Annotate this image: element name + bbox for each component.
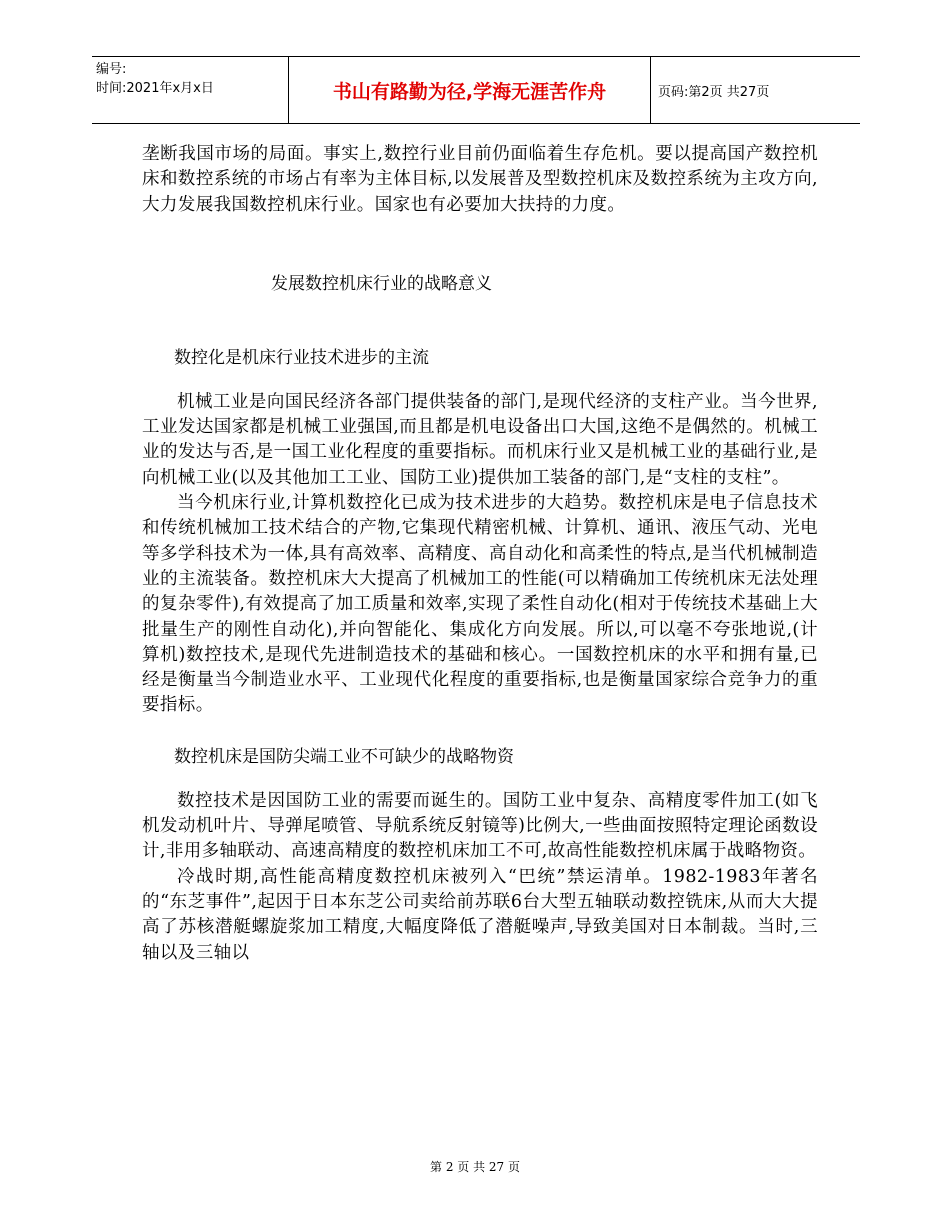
document-body	[142, 142, 818, 966]
section2-title: 数控机床是国防尖端工业不可缺少的战略物资	[174, 746, 514, 767]
page-footer: 第 2 页 共 27 页	[430, 1160, 520, 1174]
section2-paragraph: 数控技术是因国防工业的需要而诞生的。国防工业中复杂、高精度零件加工(如飞机发动机叶片、导弹尾喷管、导航系统反射镜等)比例大,一些曲面按照特定理论函数设计,非用多轴联动、高速高精度的数控机床加工不可,故高性能数控机床属于战略物资。	[142, 790, 818, 862]
main-title: 发展数控机床行业的战略意义	[271, 273, 492, 294]
section1-paragraph: 当今机床行业,计算机数控化已成为技术进步的大趋势。数控机床是电子信息技术和传统机械加工技术结合的产物,它集现代精密机械、计算机、通讯、液压气动、光电等多学科技术为一体,具有高效率、高精度、高自动化和高柔性的特点,是当代机械制造业的主流装备。数控机床大大提高了机械加工的性能(可以精确加工传统机床无法处理的复杂零件),有效提高了加工质量和效率,实现了柔性自动化(相对于传统技术基础上大批量生产的刚性自动化),并向智能化、集成化方向发展。所以,可以毫不夸张地说,(计算机)数控技术,是现代先进制造技术的基础和核心。一国数控机床的水平和拥有量,已经是衡量当今制造业水平、工业现代化程度的重要指标,也是衡量国家综合竞争力的重要指标。	[142, 493, 818, 716]
header-meta	[96, 60, 286, 98]
time-label: 时间:2021年x月x日	[96, 81, 214, 96]
number-label: 编号:	[96, 62, 127, 77]
header-page-info: 页码:第2页 共27页	[658, 84, 770, 100]
section2-paragraph: 冷战时期,高性能高精度数控机床被列入“巴统”禁运清单。1982-1983年著名的“东芝事件”,起因于日本东芝公司卖给前苏联6台大型五轴联动数控铣床,从而大大提高了苏核潜艇螺旋浆加工精度,大幅度降低了潜艇噪声,导致美国对日本制裁。当时,三轴以及三轴以	[142, 866, 818, 963]
intro-paragraph: 垄断我国市场的局面。事实上,数控行业目前仍面临着生存危机。要以提高国产数控机床和数控系统的市场占有率为主体目标,以发展普及型数控机床及数控系统为主攻方向,大力发展我国数控机床行业。国家也有必要加大扶持的力度。	[142, 144, 818, 215]
header-motto: 书山有路勤为径,学海无涯苦作舟	[332, 80, 607, 103]
header-divider	[650, 57, 651, 123]
section1-paragraph: 机械工业是向国民经济各部门提供装备的部门,是现代经济的支柱产业。当今世界,工业发达国家都是机械工业强国,而且都是机电设备出口大国,这绝不是偶然的。机械工业的发达与否,是一国工业化程度的重要指标。而机床行业又是机械工业的基础行业,是向机械工业(以及其他加工工业、国防工业)提供加工装备的部门,是“支柱的支柱”。	[142, 391, 818, 488]
page-header	[92, 56, 860, 124]
section1-title: 数控化是机床行业技术进步的主流	[174, 347, 429, 368]
